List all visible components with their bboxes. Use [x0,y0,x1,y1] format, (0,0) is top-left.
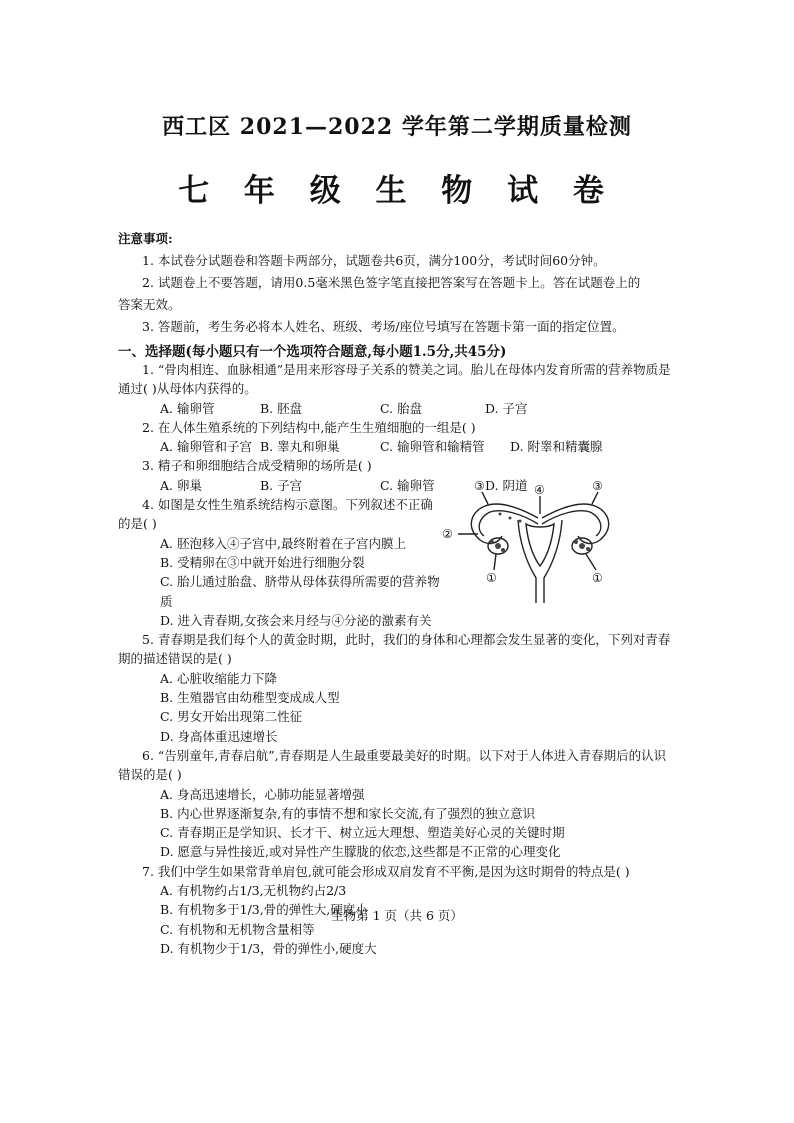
option-d: D. 身高体重迅速增长 [160,728,278,744]
diagram-label: ③ [474,479,485,493]
option-b: B. 内心世界逐渐复杂,有的事情不想和家长交流,有了强烈的独立意识 [160,805,536,821]
option-c: C. 有机物和无机物含量相等 [160,921,315,937]
question-5 [118,630,678,746]
option-c: C. 胎盘 [380,400,423,416]
option-a: A. 胚泡移入④子宫中,最终附着在子宫内膜上 [160,535,406,551]
reproductive-system-diagram [440,478,640,608]
option-c: C. 男女开始出现第二性征 [160,709,303,725]
option-d: D. 进入青春期,女孩会来月经与④分泌的激素有关 [160,612,432,628]
question-4 [118,495,443,630]
option-a: A. 卵巢 [160,477,202,493]
question-1 [118,360,678,418]
diagram-label: ② [442,527,453,541]
diagram-label: ④ [534,483,545,497]
notes-heading: 注意事项: [118,231,173,246]
option-row [118,399,678,418]
option-b: B. 胚盘 [260,400,303,416]
diagram-label: ① [592,571,603,585]
question-stem: 2. 在人体生殖系统的下列结构中,能产生生殖细胞的一组是( ) [142,419,476,435]
option-d: D. 阴道 [485,477,528,493]
question-6 [118,746,678,862]
option-b: B. 子宫 [260,477,303,493]
option-b: B. 受精卵在③中就开始进行细胞分裂 [160,554,365,570]
question-stem: 5. 青春期是我们每个人的黄金时期，此时，我们的身体和心理都会发生显著的变化，下列对青春期的描述错误的是( ) [118,632,671,667]
page-footer: 生物第 1 页（共 6 页） [331,908,463,923]
question-2 [118,418,678,457]
option-c: C. 青春期正是学知识、长才干、树立远大理想、塑造美好心灵的关键时期 [160,825,565,841]
question-stem: 1. “骨肉相连、血脉相通”是用来形容母子关系的赞美之词。胎儿在母体内发育所需的营养物质是通过( )从母体内获得的。 [118,362,671,397]
option-row [118,437,678,456]
option-b: B. 有机物多于1/3,骨的弹性大,硬度小 [160,902,368,918]
question-stem: 6. “告别童年,青春启航”,青春期是人生最重要最美好的时期。以下对于人体进入青春期后的认识错误的是( ) [118,747,667,783]
diagram-label: ③ [592,479,603,493]
option-a: A. 有机物约占1/3,无机物约占2/3 [160,883,347,899]
exam-title: 西工区 2021—2022 学年第二学期质量检测 [162,114,632,140]
option-a: A. 心脏收缩能力下降 [160,670,277,686]
option-c: C. 胎儿通过胎盘、脐带从母体获得所需要的营养物质 [160,574,440,609]
notes-block [118,228,648,338]
option-d: D. 子宫 [485,400,528,416]
notes-item: 2. 试题卷上不要答题，请用0.5毫米黑色签字笔直接把答案写在答题卡上。答在试题卷上的答案无效。 [118,275,641,312]
option-d: D. 愿意与异性接近,或对异性产生朦胧的依恋,这些都是不正常的心理变化 [160,844,561,860]
option-a: A. 身高迅速增长，心肺功能显著增强 [160,786,365,802]
question-stem: 7. 我们中学生如果常背单肩包,就可能会形成双肩发育不平衡,是因为这时期骨的特点是( ) [142,863,630,879]
option-c: C. 输卵管 [380,477,435,493]
option-a: A. 输卵管 [160,400,215,416]
option-b: B. 生殖器官由幼稚型变成成人型 [160,690,340,706]
option-a: A. 输卵管和子宫 [160,439,252,455]
question-stem: 3. 精子和卵细胞结合成受精卵的场所是( ) [142,458,372,474]
option-c: C. 输卵管和输精管 [380,439,485,455]
option-d: D. 附睾和精囊腺 [510,439,603,455]
notes-item: 3. 答题前，考生务必将本人姓名、班级、考场/座位号填写在答题卡第一面的指定位置。 [142,319,625,334]
question-stem: 4. 如图是女性生殖系统结构示意图。下列叙述不正确的是( ) [118,497,433,532]
notes-item: 1. 本试卷分试题卷和答题卡两部分，试题卷共6页，满分100分，考试时间60分钟。 [142,253,606,268]
option-d: D. 有机物少于1/3，骨的弹性小,硬度大 [160,940,377,956]
question-list [118,360,678,958]
section-title: 一、选择题(每小题只有一个选项符合题意,每小题1.5分,共45分) [118,344,507,360]
exam-subtitle: 七 年 级 生 物 试 卷 [178,173,616,209]
diagram-label: ① [486,571,497,585]
option-b: B. 睾丸和卵巢 [260,439,340,455]
